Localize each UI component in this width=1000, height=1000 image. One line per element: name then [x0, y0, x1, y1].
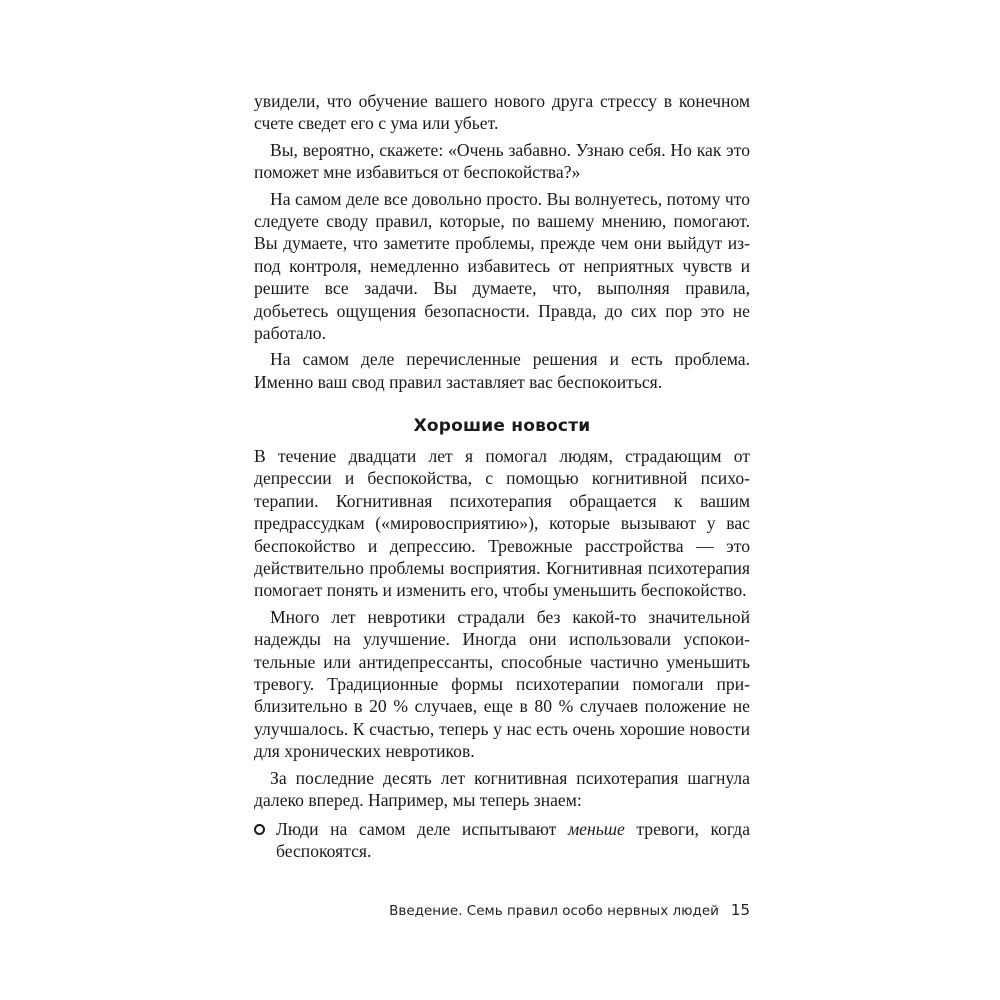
paragraph: На самом деле перечисленные решения и есть проблема. Именно ваш свод правил заставляет вас беспокоиться. [254, 349, 750, 392]
running-title: Введение. Семь правил особо нервных людей [389, 903, 719, 919]
paragraph-continuation: увидели, что обучение вашего нового друга стрессу в конечном счете сведет его с ума или убьет. [254, 91, 750, 134]
section-text-block [254, 445, 750, 862]
bullet-text-before: Люди на самом деле испытывают [276, 818, 568, 839]
page-number: 15 [730, 901, 750, 919]
top-text-block [254, 90, 750, 397]
bullet-emphasis: меньше [567, 818, 625, 839]
bullet-text [276, 819, 750, 861]
bullet-text-after: тревоги, когда беспокоятся. [276, 818, 751, 861]
page-footer [389, 900, 750, 921]
section-heading: Хорошие новости [413, 416, 591, 436]
circle-bullet-icon [254, 824, 265, 835]
paragraph: На самом деле все довольно просто. Вы волнуетесь, потому что следуете своду правил, которые, по вашему мнению, помогают. Вы думаете, что заметите проблемы, прежде чем они выйдут из-под контроля, немедленно избавитесь от неприятных чувств и решите все задачи. Вы думаете, что, выполняя правила, добьетесь ощущения безопасности. Правда, до сих пор это не работало. [254, 188, 750, 344]
paragraph: За последние десять лет когнитивная психотерапия шагнула далеко вперед. Например, мы теперь знаем: [254, 767, 750, 811]
paragraph: В течение двадцати лет я помогал людям, страдающим от депрессии и беспокойства, с помощью когнитивной психотерапии. Когнитивная психотерапия обращается к вашим предрассудкам («мировосприятию»), которые вызывают у вас беспокойство и депрессию. Тревожные расстройства — это действительно проблемы восприятия. Когнитивная психотерапия помогает понять и изменить его, чтобы уменьшить беспокойство. [254, 446, 750, 601]
bullet-list-item [254, 818, 750, 863]
paragraph: Много лет невротики страдали без какой-то значительной надежды на улучшение. Иногда они использовали успокоительные или антидепрессанты, способные частично уменьшить тревогу. Традиционные формы психотерапии помогали приблизительно в 20 % случаев, еще в 80 % случаев положение не улучшалось. К счастью, теперь у нас есть очень хорошие новости для хронических невротиков. [254, 606, 750, 762]
paragraph: Вы, вероятно, скажете: «Очень забавно. Узнаю себя. Но как это поможет мне избавиться от беспокойства?» [254, 139, 750, 183]
